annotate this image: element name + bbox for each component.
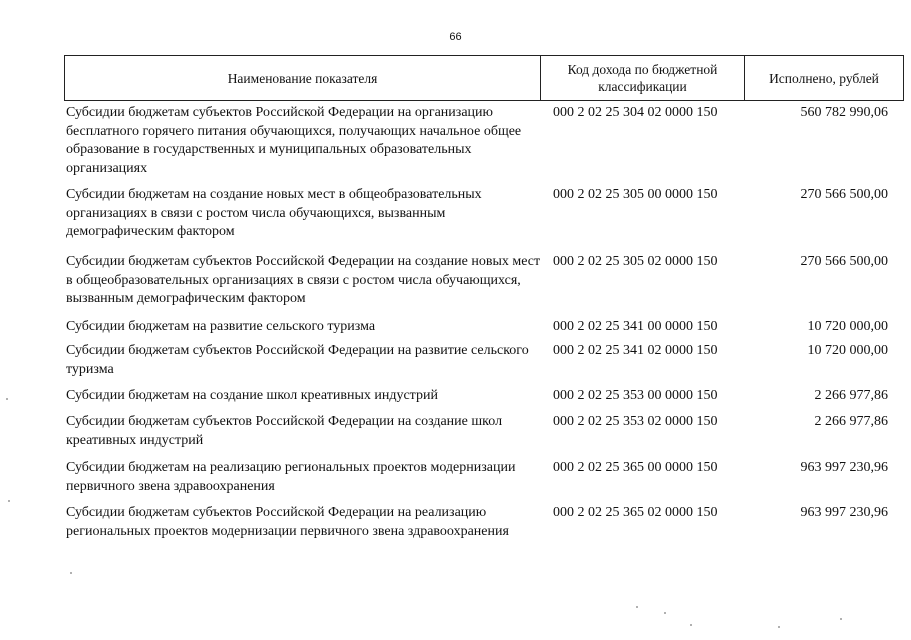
header-code: Код дохода по бюджетной классификации xyxy=(541,56,745,100)
row-name: Субсидии бюджетам на развитие сельского туризма xyxy=(66,319,376,334)
row-code: 000 2 02 25 304 02 0000 150 xyxy=(553,105,718,120)
row-code: 000 2 02 25 305 00 0000 150 xyxy=(553,187,718,202)
row-sum: 963 997 230,96 xyxy=(800,505,888,520)
row-name: Субсидии бюджетам на создание школ креативных индустрий xyxy=(66,388,438,403)
scan-speck xyxy=(8,500,10,502)
row-code: 000 2 02 25 341 00 0000 150 xyxy=(553,319,718,334)
row-name: Субсидии бюджетам субъектов Российской Федерации на организацию бесплатного горячего питания обучающихся, получающих начальное общее образование в государственных и муниципальных образовательных организациях xyxy=(66,105,522,176)
scan-speck xyxy=(778,626,780,628)
row-name: Субсидии бюджетам субъектов Российской Федерации на создание новых мест в общеобразовательных организациях в связи с ростом числа обучающихся, вызванным демографическим фактором xyxy=(66,254,541,307)
scan-speck xyxy=(690,624,692,626)
header-name: Наименование показателя xyxy=(65,56,541,100)
header-sum: Исполнено, рублей xyxy=(769,70,879,86)
row-code: 000 2 02 25 365 00 0000 150 xyxy=(553,460,718,475)
page-number: 66 xyxy=(449,31,462,43)
scan-speck xyxy=(636,606,638,608)
scan-speck xyxy=(840,618,842,620)
row-code: 000 2 02 25 353 00 0000 150 xyxy=(553,388,718,403)
row-code: 000 2 02 25 365 02 0000 150 xyxy=(553,505,718,520)
scan-speck xyxy=(70,572,72,574)
scan-speck xyxy=(664,612,666,614)
row-name: Субсидии бюджетам на создание новых мест в общеобразовательных организациях в связи с ростом числа обучающихся, вызванным демографическим фактором xyxy=(66,187,482,240)
scan-speck xyxy=(6,398,8,400)
row-code: 000 2 02 25 353 02 0000 150 xyxy=(553,414,718,429)
row-sum: 560 782 990,06 xyxy=(800,105,888,120)
row-sum: 963 997 230,96 xyxy=(800,460,888,475)
row-sum: 2 266 977,86 xyxy=(814,414,888,429)
row-name: Субсидии бюджетам субъектов Российской Федерации на реализацию региональных проектов модернизации первичного звена здравоохранения xyxy=(66,505,509,539)
row-sum: 10 720 000,00 xyxy=(807,343,888,358)
row-name: Субсидии бюджетам на реализацию региональных проектов модернизации первичного звена здравоохранения xyxy=(66,460,516,494)
row-code: 000 2 02 25 305 02 0000 150 xyxy=(553,254,718,269)
row-name: Субсидии бюджетам субъектов Российской Федерации на создание школ креативных индустрий xyxy=(66,414,503,448)
row-name: Субсидии бюджетам субъектов Российской Федерации на развитие сельского туризма xyxy=(66,343,529,377)
row-code: 000 2 02 25 341 02 0000 150 xyxy=(553,343,718,358)
table-header xyxy=(64,55,904,101)
row-sum: 2 266 977,86 xyxy=(814,388,888,403)
row-sum: 270 566 500,00 xyxy=(800,187,888,202)
row-sum: 10 720 000,00 xyxy=(807,319,888,334)
row-sum: 270 566 500,00 xyxy=(800,254,888,269)
